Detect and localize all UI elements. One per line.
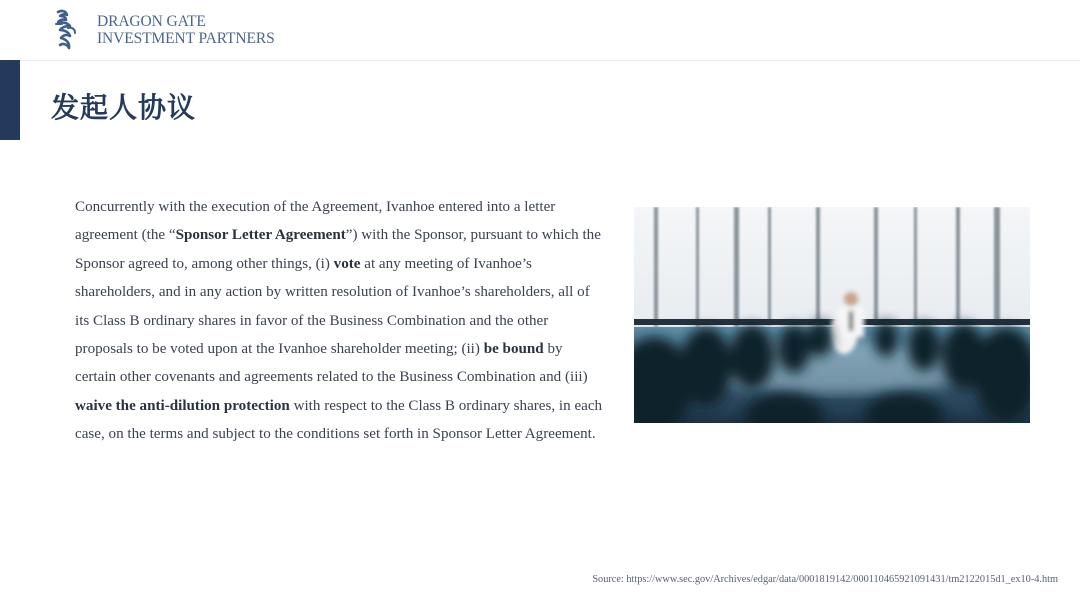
- title-accent-bar: [0, 60, 20, 140]
- text-run: ”) with the Sponsor, pursuant to which the Sponsor agreed to, among other things, (i): [75, 227, 601, 272]
- brand-name: [97, 13, 275, 47]
- text-run: with respect to the Class B ordinary shares, in each case, on the terms and subject to the conditions set forth in Sponsor Letter Agreement.: [75, 397, 603, 443]
- text-run: Concurrently with the execution of the Agreement, Ivanhoe entered into a letter agreement (the “: [75, 199, 556, 244]
- dragon-gate-logo-icon: [48, 8, 82, 54]
- bold-term-sponsor-letter-agreement: Sponsor Letter Agreement: [175, 227, 346, 244]
- meeting-photo: [634, 207, 1030, 423]
- text-run: by certain other covenants and agreements related to the Business Combination and (iii): [75, 341, 588, 386]
- source-citation: Source: https://www.sec.gov/Archives/edgar/data/0001819142/000110465921091431/tm2122015d1_ex10-4.htm: [592, 574, 1058, 585]
- brand-line-1: DRAGON GATE: [97, 13, 206, 30]
- brand-logo: [48, 8, 275, 54]
- brand-line-2: INVESTMENT PARTNERS: [97, 30, 275, 47]
- bold-term-be-bound: be bound: [483, 341, 544, 358]
- agreement-paragraph: [75, 193, 603, 449]
- meeting-photo-illustration: [634, 207, 1030, 423]
- text-run: at any meeting of Ivanhoe’s shareholders, and in any action by written resolution of Ivanhoe’s shareholders, all of its Class B ordinary shares in favor of the Business Combination and the other proposals to be voted upon at the Ivanhoe shareholder meeting; (ii): [75, 255, 590, 358]
- page-title: 发起人协议: [51, 91, 197, 124]
- header-divider: [0, 60, 1080, 61]
- bold-term-vote: vote: [333, 255, 361, 272]
- bold-term-waive-anti-dilution: waive the anti-dilution protection: [75, 397, 290, 414]
